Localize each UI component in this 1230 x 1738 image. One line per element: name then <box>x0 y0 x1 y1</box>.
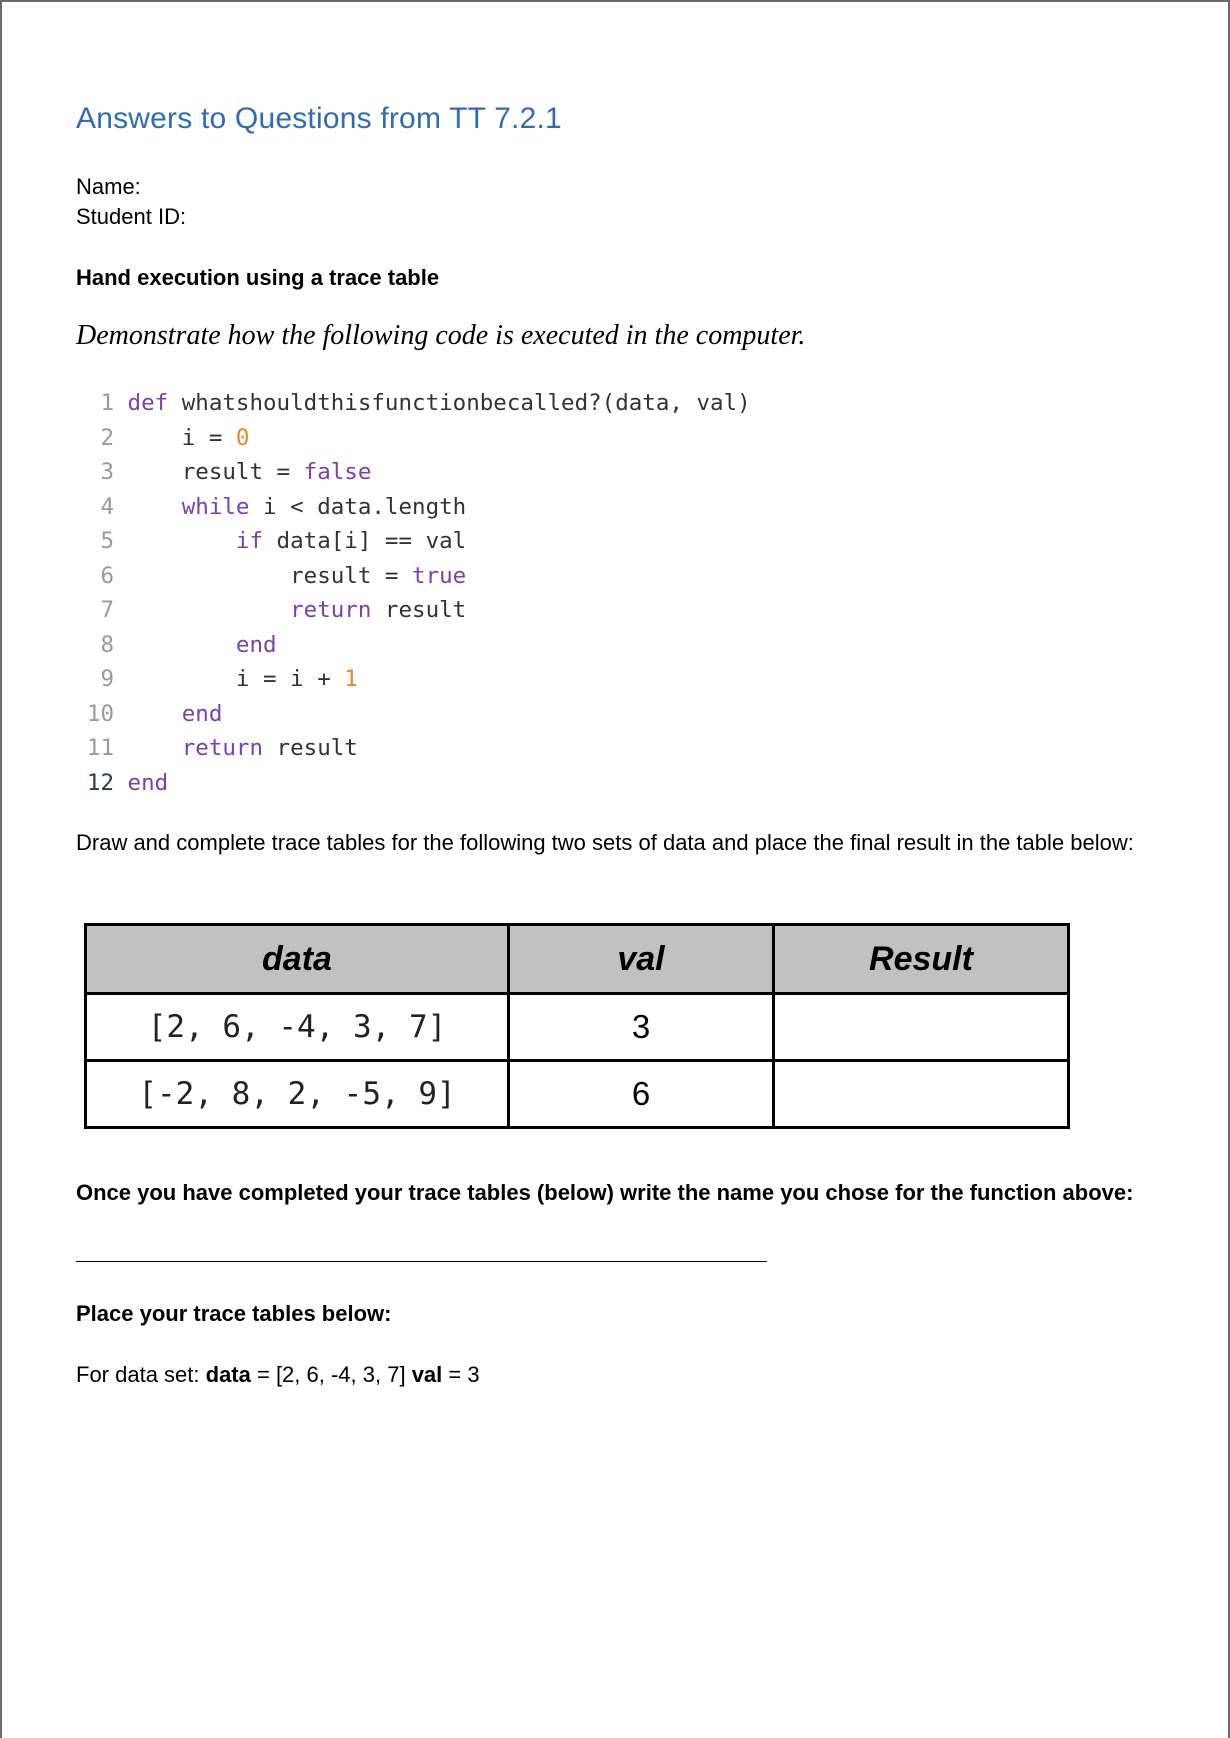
code-text: whatshouldthisfunctionbecalled?(data, val) <box>168 390 751 416</box>
code-keyword: end <box>127 769 169 796</box>
code-line <box>80 768 168 798</box>
dataset-val-value: = 3 <box>442 1362 480 1387</box>
row1-result[interactable] <box>774 994 1069 1061</box>
code-keyword: if <box>127 528 264 554</box>
section-heading: Hand execution using a trace table <box>76 265 440 290</box>
dataset-line <box>76 1362 480 1388</box>
table-header-row <box>86 925 1069 994</box>
code-number: 0 <box>235 424 250 451</box>
code-line <box>80 664 358 694</box>
code-keyword: false <box>303 459 372 485</box>
code-text: i = <box>127 424 236 451</box>
code-line <box>80 388 751 418</box>
code-text: data[i] == val <box>263 528 467 554</box>
code-text: result <box>371 597 467 623</box>
row1-val: 3 <box>509 994 774 1061</box>
row2-result[interactable] <box>774 1061 1069 1128</box>
page-title: Answers to Questions from TT 7.2.1 <box>76 102 562 135</box>
line-number: 4 <box>100 493 114 520</box>
header-val: val <box>509 925 774 994</box>
line-number: 11 <box>86 735 114 761</box>
line-number: 12 <box>86 769 114 796</box>
table-row <box>86 994 1069 1061</box>
dataset-data-key: data <box>205 1362 251 1387</box>
code-line <box>80 457 371 487</box>
line-number: 8 <box>100 631 114 658</box>
line-number: 6 <box>100 562 114 589</box>
code-text: result = <box>127 562 413 589</box>
code-line <box>80 733 358 763</box>
code-keyword: return <box>127 597 372 623</box>
code-keyword: end <box>127 631 277 658</box>
code-line <box>80 595 466 625</box>
code-line <box>80 526 466 556</box>
code-line <box>80 630 277 660</box>
line-number: 3 <box>100 459 114 485</box>
code-keyword: return <box>127 735 264 761</box>
code-text: result = <box>127 459 304 485</box>
name-label: Name: <box>76 174 141 199</box>
instructions-paragraph: Draw and complete trace tables for the following two sets of data and place the final result in the table below: <box>76 830 1134 855</box>
code-line <box>80 423 249 453</box>
header-result: Result <box>774 925 1069 994</box>
code-keyword: while <box>127 493 250 520</box>
code-keyword: end <box>127 700 223 727</box>
answer-line[interactable] <box>76 1261 767 1262</box>
code-line <box>80 492 466 522</box>
dataset-val-key: val <box>411 1362 443 1387</box>
line-number: 10 <box>86 700 114 727</box>
dataset-prefix: For data set: <box>76 1362 206 1387</box>
header-data: data <box>86 925 509 994</box>
answer-table <box>84 923 1070 1129</box>
row2-val: 6 <box>509 1061 774 1128</box>
dataset-data-value: = [2, 6, -4, 3, 7] <box>250 1362 412 1387</box>
code-keyword: def <box>127 390 169 416</box>
line-number: 5 <box>100 528 114 554</box>
student-id-label: Student ID: <box>76 204 187 229</box>
code-keyword: true <box>412 562 467 589</box>
line-number: 2 <box>100 424 114 451</box>
code-text: result <box>263 735 358 761</box>
row1-data: [2, 6, -4, 3, 7] <box>86 994 509 1061</box>
name-prompt: Once you have completed your trace tables (below) write the name you chose for the function above: <box>76 1180 1134 1205</box>
code-text: i = i + <box>127 666 345 692</box>
trace-heading: Place your trace tables below: <box>76 1301 392 1326</box>
code-line <box>80 699 222 729</box>
code-text: i < data.length <box>249 493 467 520</box>
instruction-text: Demonstrate how the following code is executed in the computer. <box>76 320 806 351</box>
table-row <box>86 1061 1069 1128</box>
code-line <box>80 561 466 591</box>
line-number: 1 <box>100 390 114 416</box>
code-number: 1 <box>344 666 358 692</box>
row2-data: [-2, 8, 2, -5, 9] <box>86 1061 509 1128</box>
line-number: 7 <box>100 597 114 623</box>
line-number: 9 <box>100 666 114 692</box>
